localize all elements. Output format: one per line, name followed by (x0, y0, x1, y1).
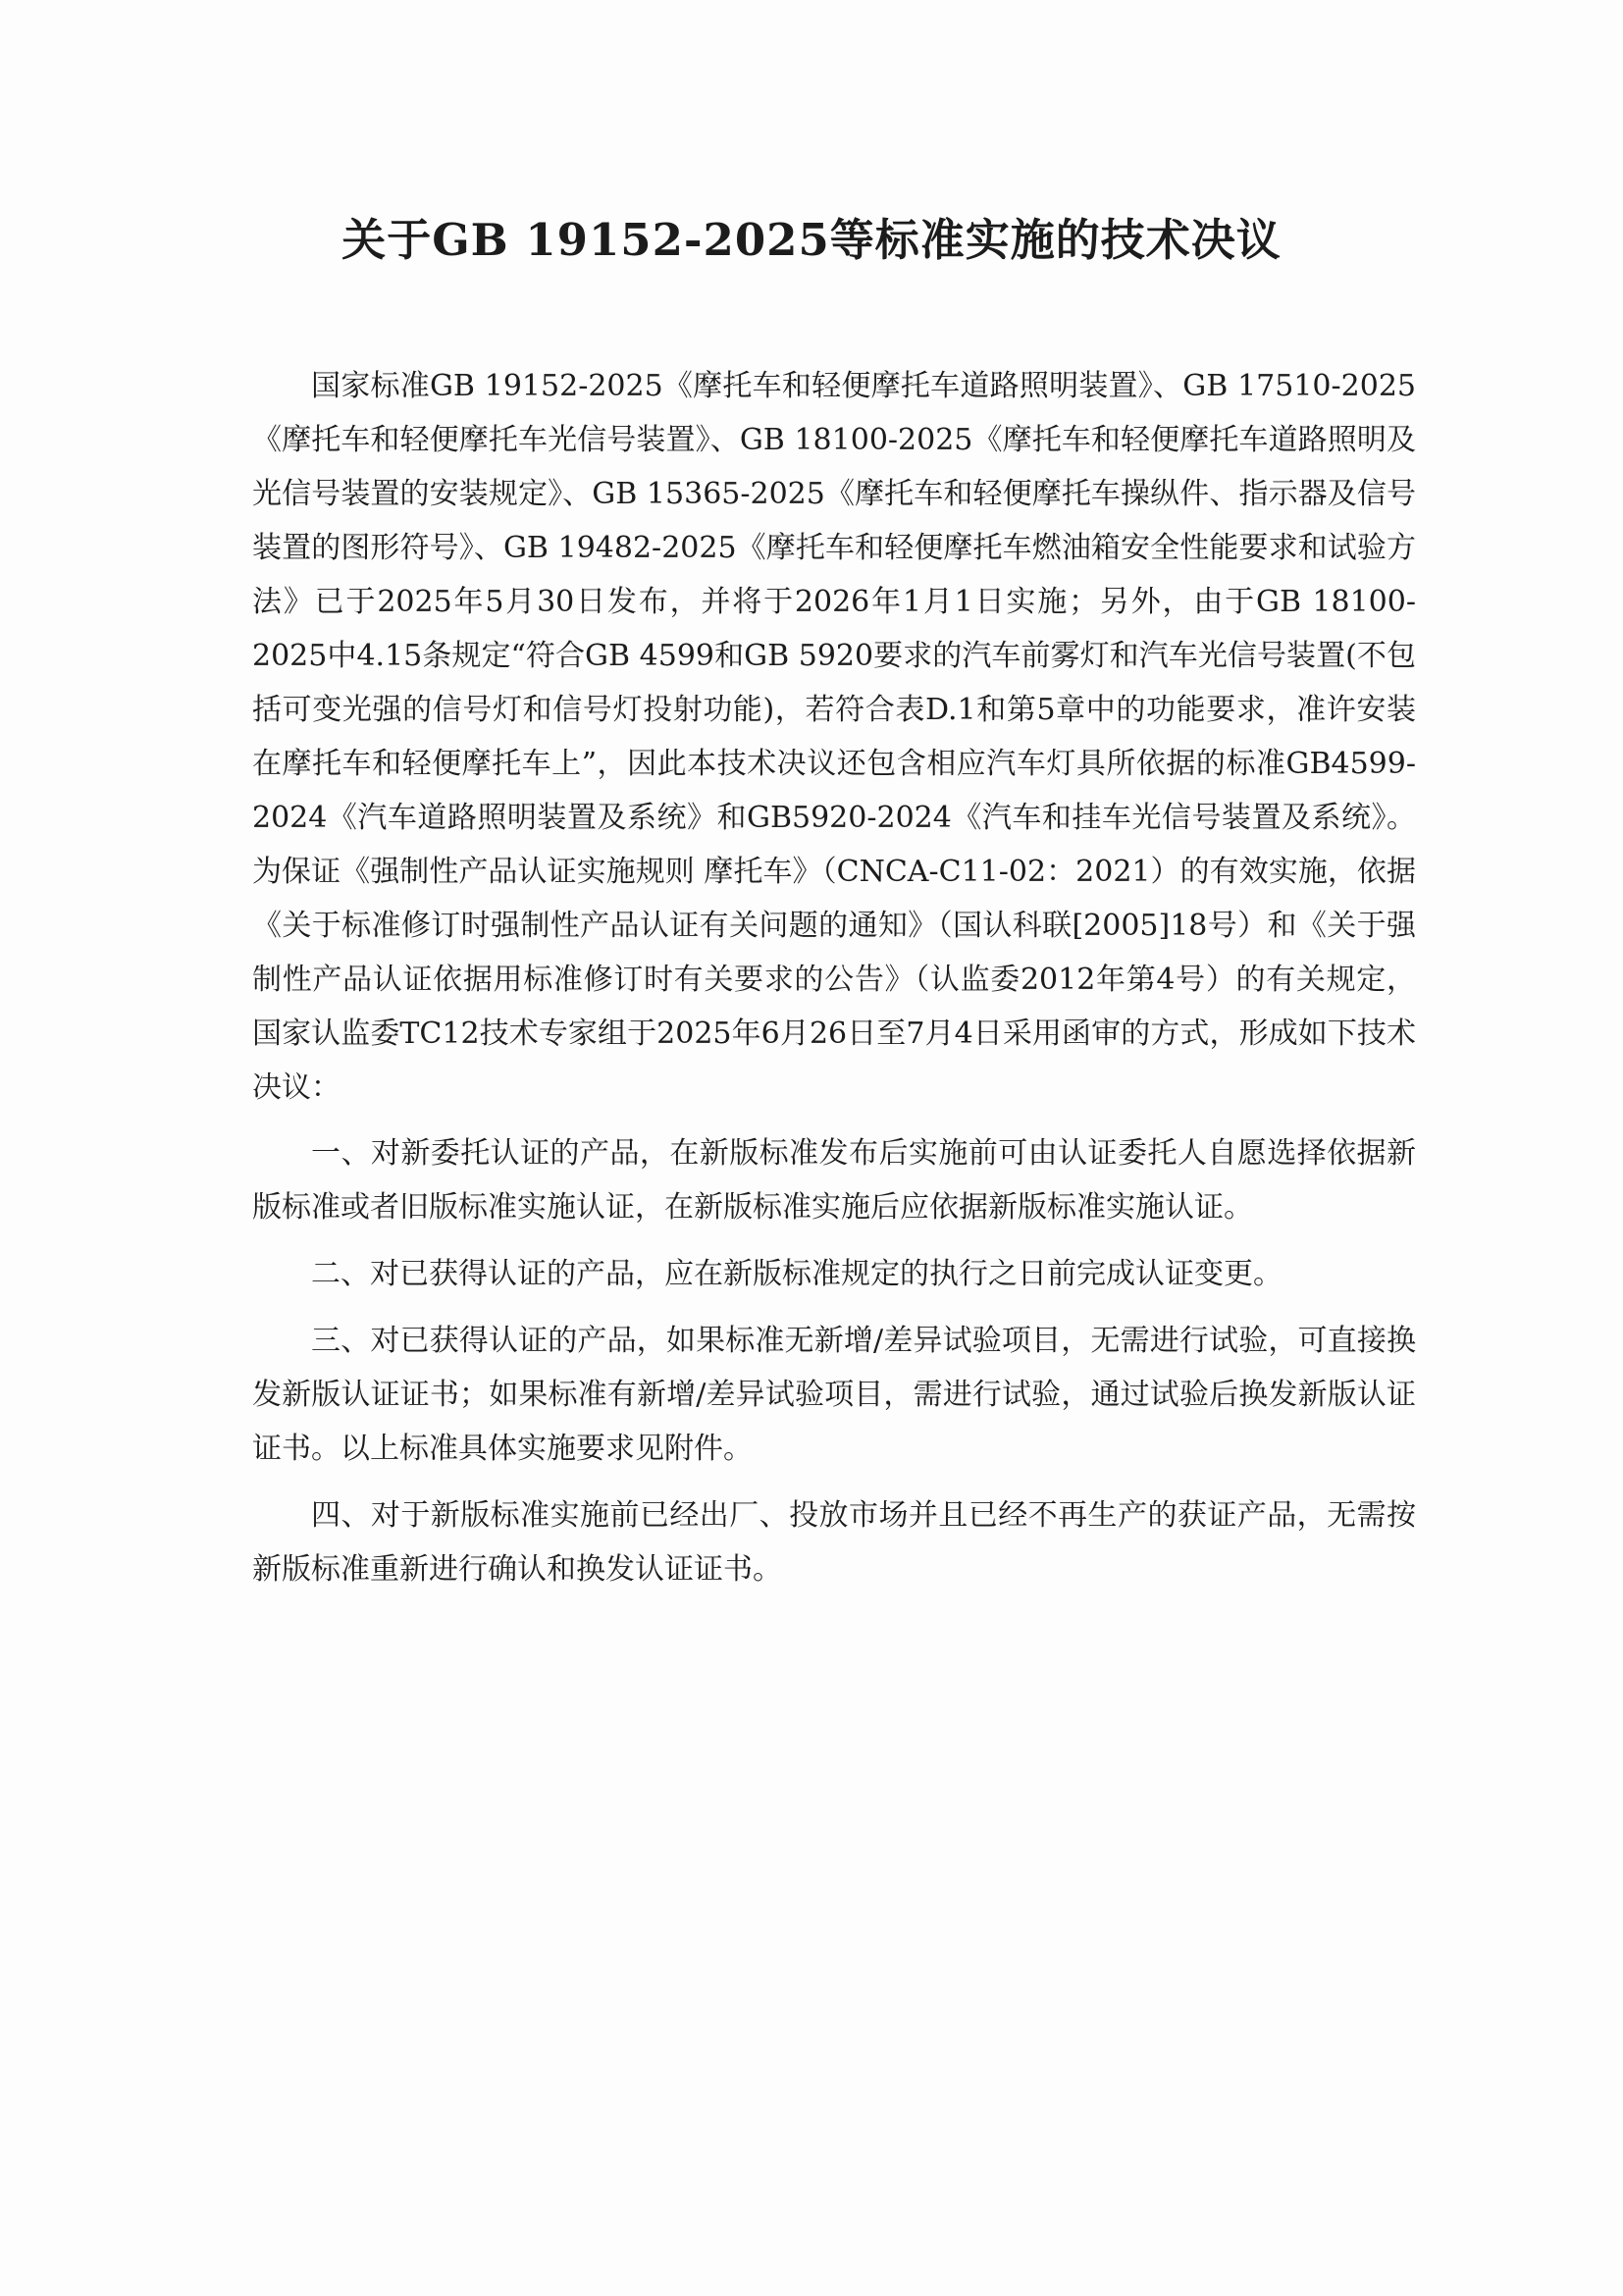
document-body (252, 359, 1416, 1596)
resolution-item-4: 四、对于新版标准实施前已经出厂、投放市场并且已经不再生产的获证产品，无需按新版标准重新进行确认和换发认证证书。 (252, 1498, 1416, 1587)
intro-paragraph: 国家标准GB 19152-2025《摩托车和轻便摩托车道路照明装置》、GB 17510-2025《摩托车和轻便摩托车光信号装置》、GB 18100-2025《摩托车和轻便摩托车道路照明及光信号装置的安装规定》、GB 15365-2025《摩托车和轻便摩托车操纵件、指示器及信号装置的图形符号》、GB 19482-2025《摩托车和轻便摩托车燃油箱安全性能要求和试验方法》已于2025年5月30日发布，并将于2026年1月1日实施；另外，由于GB 18100-2025中4.15条规定“符合GB 4599和GB 5920要求的汽车前雾灯和汽车光信号装置(不包括可变光强的信号灯和信号灯投射功能)，若符合表D.1和第5章中的功能要求，准许安装在摩托车和轻便摩托车上”，因此本技术决议还包含相应汽车灯具所依据的标准GB4599-2024《汽车道路照明装置及系统》和GB5920-2024《汽车和挂车光信号装置及系统》。为保证《强制性产品认证实施规则 摩托车》（CNCA-C11-02：2021）的有效实施，依据《关于标准修订时强制性产品认证有关问题的通知》（国认科联[2005]18号）和《关于强制性产品认证依据用标准修订时有关要求的公告》（认监委2012年第4号）的有关规定，国家认监委TC12技术专家组于2025年6月26日至7月4日采用函审的方式，形成如下技术决议： (252, 369, 1416, 1105)
document-title: 关于GB 19152-2025等标准实施的技术决议 (341, 214, 1282, 266)
resolution-item-1: 一、对新委托认证的产品，在新版标准发布后实施前可由认证委托人自愿选择依据新版标准或者旧版标准实施认证，在新版标准实施后应依据新版标准实施认证。 (252, 1136, 1416, 1225)
resolution-item-3: 三、对已获得认证的产品，如果标准无新增/差异试验项目，无需进行试验，可直接换发新版认证证书；如果标准有新增/差异试验项目，需进行试验，通过试验后换发新版认证证书。以上标准具体实施要求见附件。 (252, 1324, 1416, 1466)
resolution-item-2: 二、对已获得认证的产品，应在新版标准规定的执行之日前完成认证变更。 (311, 1257, 1283, 1291)
